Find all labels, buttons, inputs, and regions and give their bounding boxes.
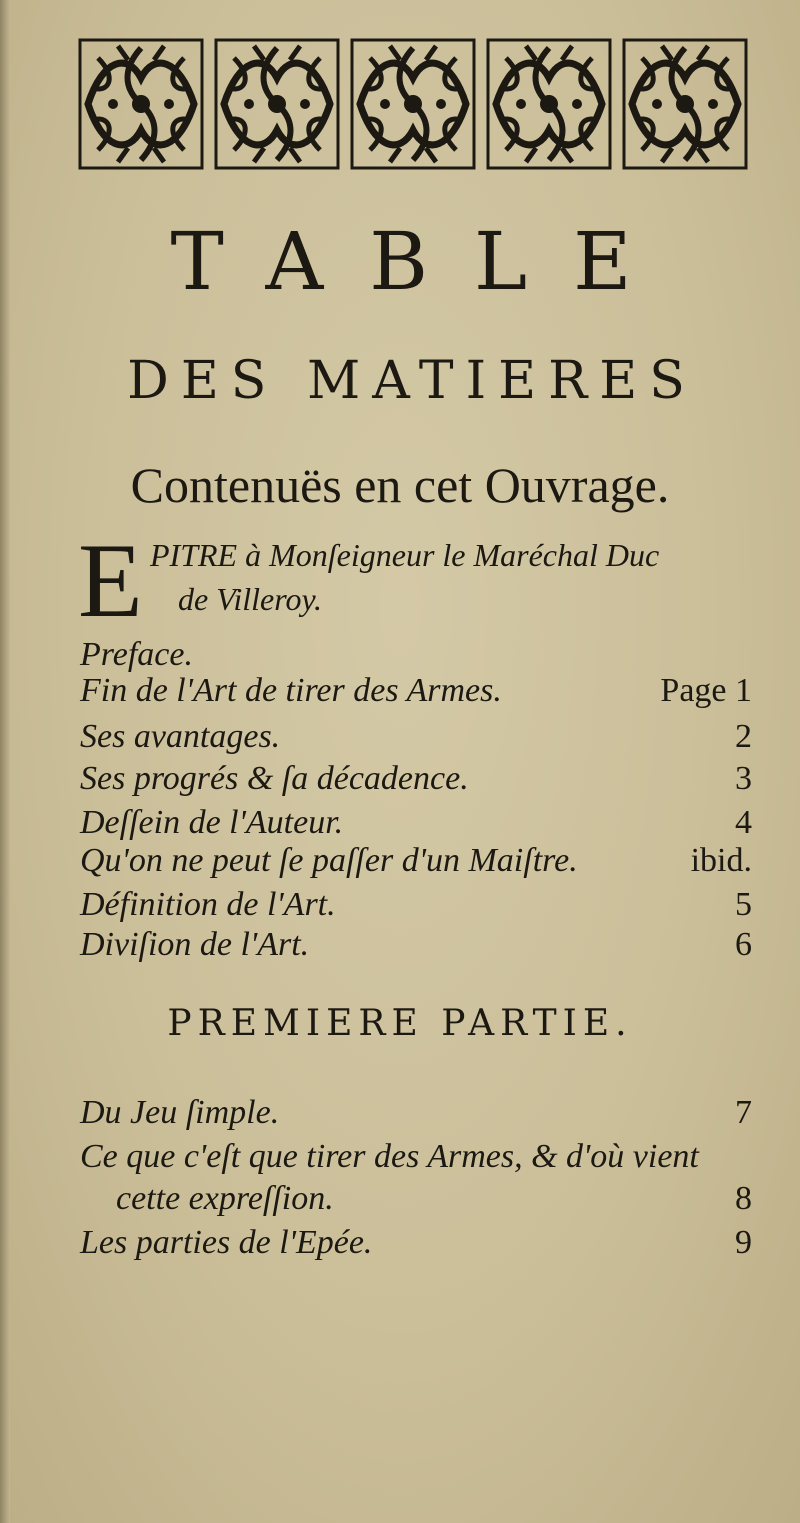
toc-entry-text: Définition de l'Art. xyxy=(80,886,336,923)
toc-entry-text: Deſſein de l'Auteur. xyxy=(80,804,344,841)
drop-capital: E xyxy=(78,522,143,639)
toc-entry-text: Les parties de l'Epée. xyxy=(80,1224,373,1261)
toc-entry-text: Qu'on ne peut ſe paſſer d'un Maiſtre. xyxy=(80,842,578,879)
toc-entry xyxy=(80,924,752,966)
toc-entry xyxy=(80,758,752,800)
toc-entry-page: 9 xyxy=(735,1224,752,1261)
woodcut-ornament-band xyxy=(78,38,748,170)
toc-entry-page: Page 1 xyxy=(660,672,752,709)
toc-entry-page: 6 xyxy=(735,926,752,963)
toc-entry xyxy=(80,670,752,712)
toc-entry-text: Diviſion de l'Art. xyxy=(80,926,310,963)
page-subtitle: DES MATIERES xyxy=(127,351,697,411)
toc-entry-page: 3 xyxy=(735,760,752,797)
page-title: TABLE xyxy=(170,215,678,308)
toc-entry-page: 4 xyxy=(735,804,752,841)
toc-entry-text: cette expreſſion. xyxy=(116,1180,334,1217)
toc-entry xyxy=(80,1136,752,1178)
toc-entry xyxy=(116,1178,752,1220)
toc-entry-text: Fin de l'Art de tirer des Armes. xyxy=(80,672,502,709)
toc-entry-text: Ses progrés & ſa décadence. xyxy=(80,760,469,797)
section-heading: PREMIERE PARTIE. xyxy=(167,1003,633,1044)
toc-entry-page: ibid. xyxy=(690,842,752,879)
toc-entry-text: Preface. xyxy=(80,636,193,673)
toc-entry xyxy=(80,1222,752,1264)
toc-entry-page: 2 xyxy=(735,718,752,755)
page-subtitle-secondary: Contenuës en cet Ouvrage. xyxy=(130,457,670,513)
toc-entry xyxy=(80,1092,752,1134)
toc-entry-text: Ce que c'eſt que tirer des Armes, & d'où vient xyxy=(80,1138,699,1175)
toc-entry xyxy=(80,840,752,882)
epitre-line-2: de Villeroy. xyxy=(178,581,322,617)
toc-entry-text: Du Jeu ſimple. xyxy=(80,1094,280,1131)
toc-entry xyxy=(80,884,752,926)
toc-entry-page: 5 xyxy=(735,886,752,923)
toc-entry-page: 8 xyxy=(735,1180,752,1217)
epitre-line-1: PITRE à Monſeigneur le Maréchal Duc xyxy=(150,537,660,573)
toc-entry xyxy=(80,802,752,844)
toc-entry-page: 7 xyxy=(735,1094,752,1131)
toc-entry xyxy=(80,716,752,758)
toc-entry-text: Ses avantages. xyxy=(80,718,281,755)
